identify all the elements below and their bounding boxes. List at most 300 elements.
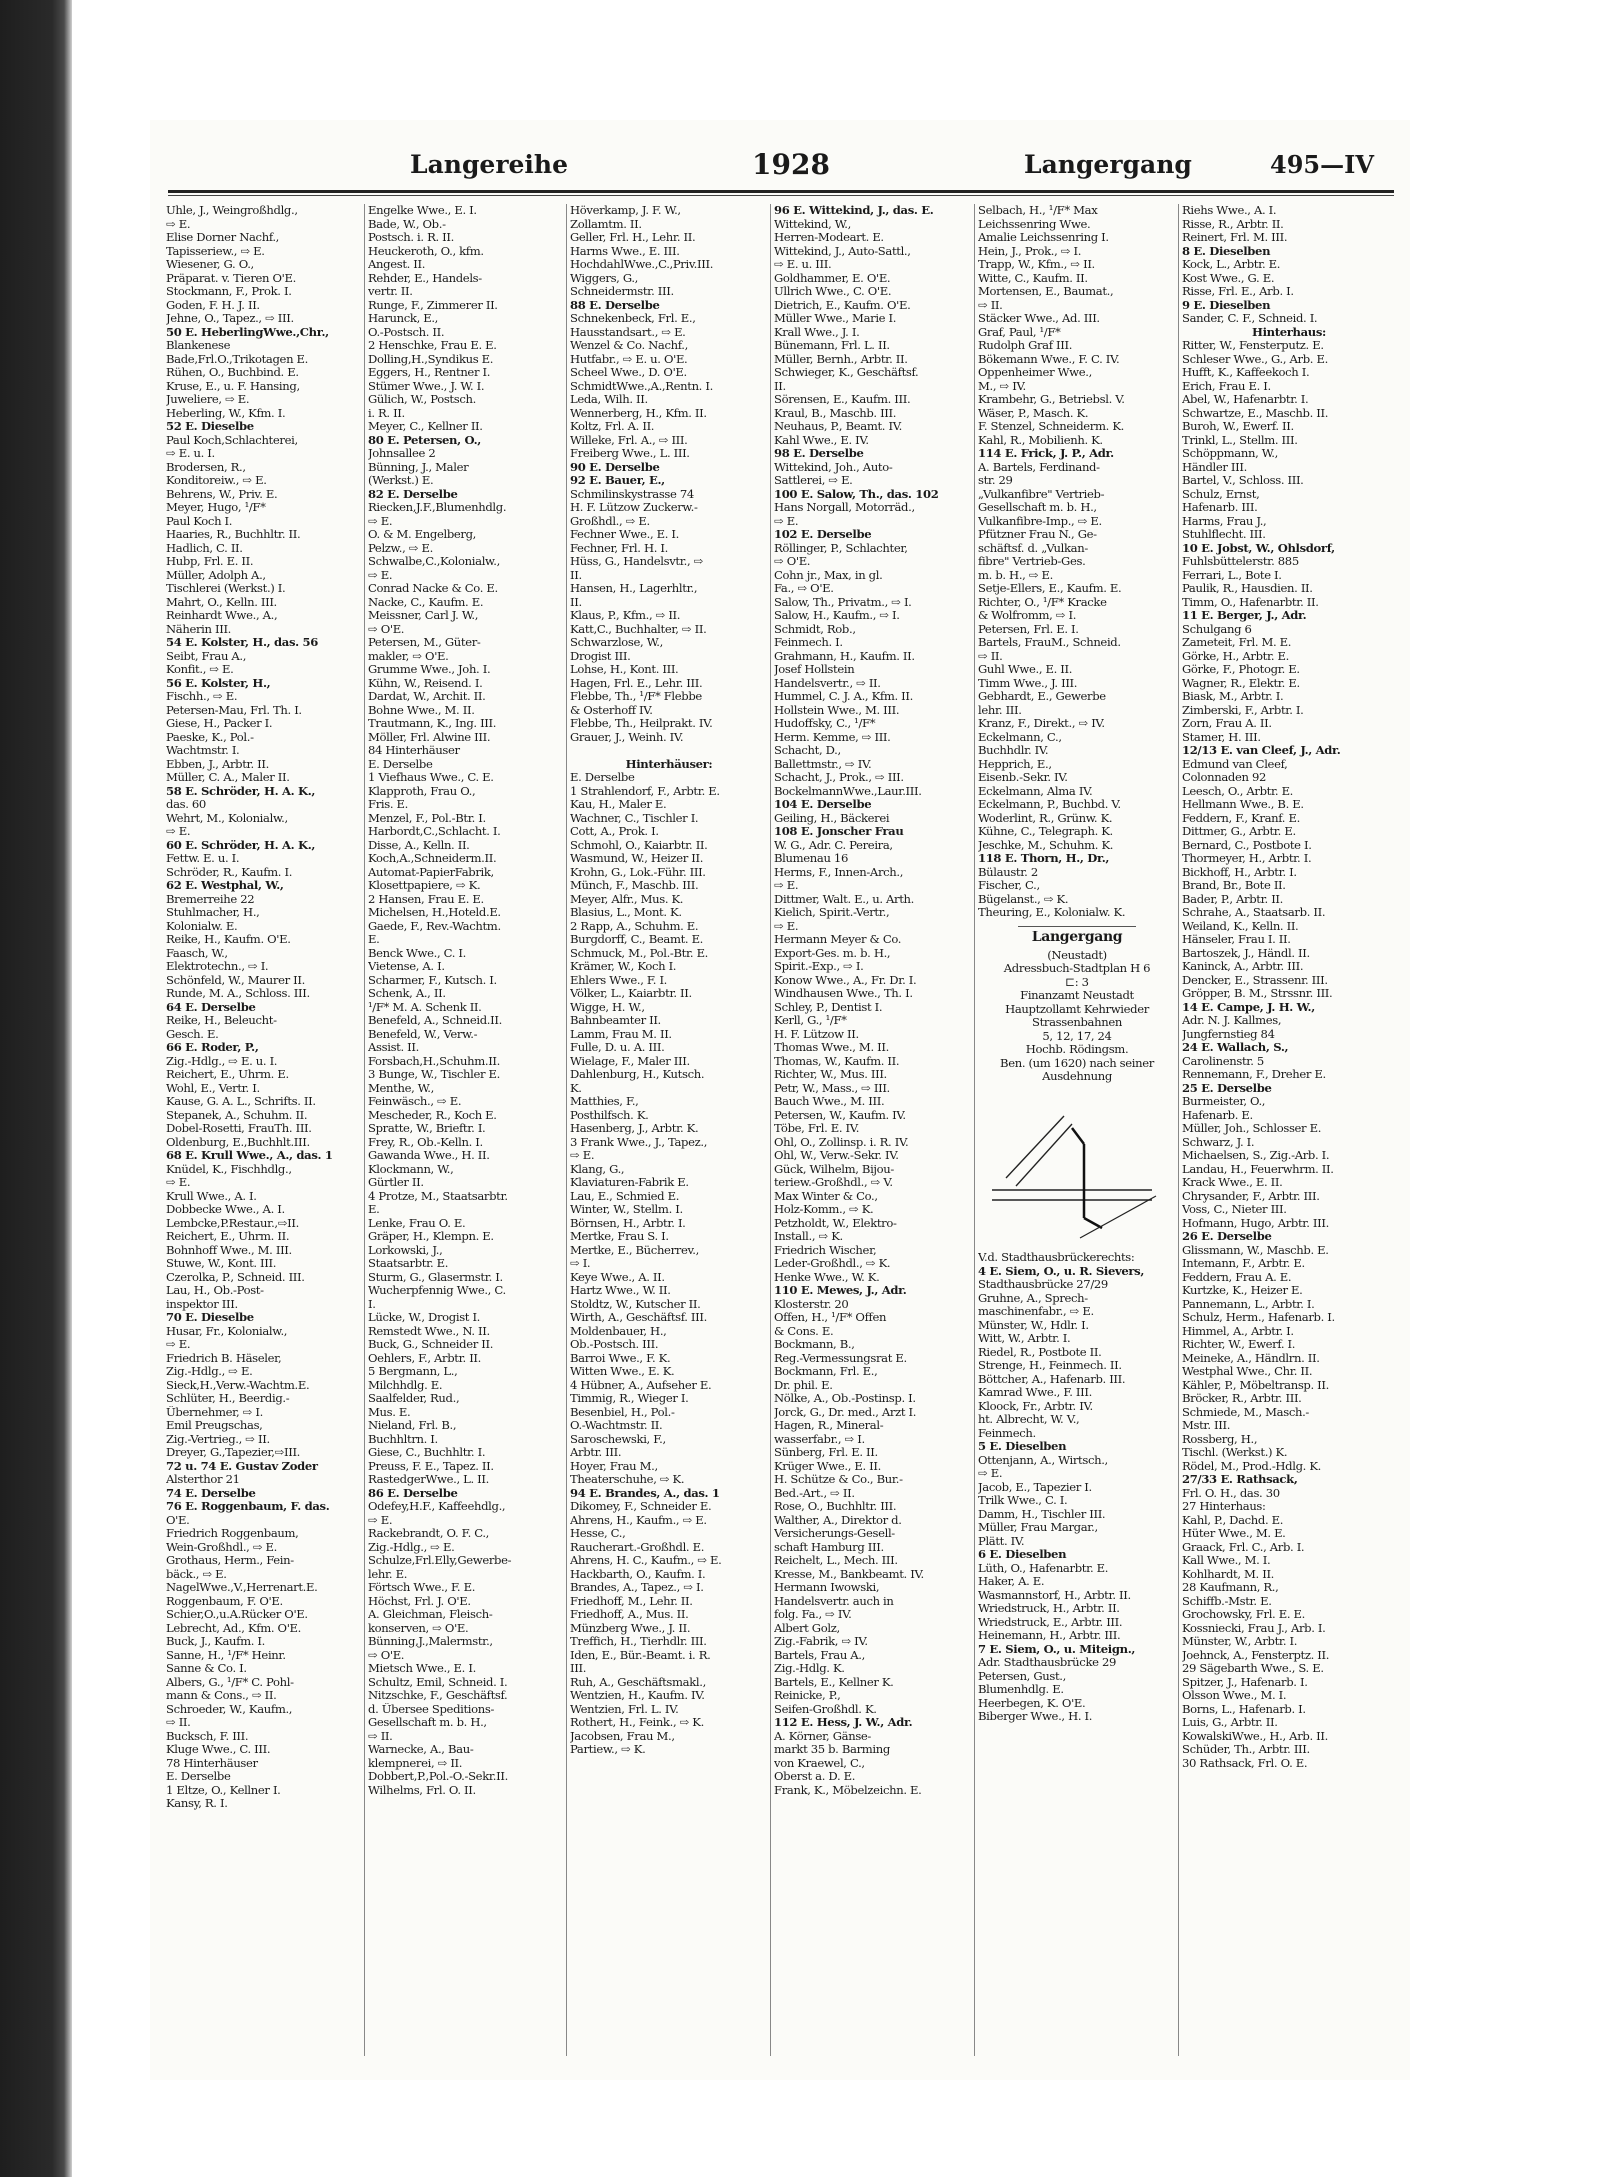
directory-line: Thomas Wwe., M. II. (774, 1041, 889, 1054)
directory-line: Fechner, Frl. H. I. (570, 541, 668, 555)
directory-line: Hasenberg, J., Arbtr. K. (570, 1122, 699, 1135)
directory-line: Nitzschke, F., Geschäftsf. (368, 1689, 508, 1702)
directory-line: Kossniecki, Frau J., Arb. I. (1182, 1621, 1326, 1635)
directory-line: A. Körner, Gänse- (774, 1729, 872, 1743)
directory-line: Krämer, W., Koch I. (570, 960, 677, 973)
directory-line: Ritter, W., Fensterputz. E. (1182, 339, 1324, 352)
directory-line: Oehlers, F., Arbtr. II. (368, 1351, 481, 1365)
directory-line: Bade,Frl.O.,Trikotagen E. (166, 352, 308, 366)
directory-line: Hubp, Frl. E. II. (166, 555, 254, 568)
directory-line: lehr. E. (368, 1567, 408, 1581)
directory-line: E. Derselbe (368, 757, 433, 771)
directory-line: Zig.-Vertrieg., ⇨ II. (166, 1432, 270, 1446)
directory-line: Rossberg, H., (1182, 1432, 1258, 1446)
header-right-street: Langergang (1024, 150, 1192, 179)
directory-line: O.-Wachtmstr. II. (570, 1419, 663, 1432)
directory-line: Erich, Frau E. I. (1182, 379, 1271, 393)
directory-line: (Werkst.) E. (368, 474, 434, 487)
directory-line: Richter, O., ¹/F* Kracke (978, 595, 1107, 609)
directory-line: Wucherpfennig Wwe., C. (368, 1284, 506, 1297)
directory-line: Witten Wwe., E. K. (570, 1365, 675, 1378)
directory-line: Adr. N. J. Kallmes, (1182, 1014, 1282, 1027)
directory-line: Meyer, Alfr., Mus. K. (570, 892, 684, 906)
directory-line: Rose, O., Buchhltr. III. (774, 1500, 897, 1513)
scan-dark-margin (0, 0, 72, 2177)
directory-line: Bockmann, B., (774, 1338, 855, 1351)
directory-line: das. 60 (166, 798, 206, 811)
directory-line: Hafenarb. III. (1182, 501, 1258, 514)
directory-line: Spratte, W., Brieftr. I. (368, 1122, 486, 1135)
directory-line: m. b. H., ⇨ E. (978, 568, 1053, 582)
directory-line: Kaninck, A., Arbtr. III. (1182, 960, 1304, 973)
directory-line: Posthilfsch. K. (570, 1108, 649, 1122)
directory-line: Schmohl, O., Kaiarbtr. II. (570, 838, 708, 852)
directory-line: Tischlerei (Werkst.) I. (166, 582, 286, 595)
directory-line: 9 E. Dieselben (1182, 298, 1271, 312)
directory-line: 100 E. Salow, Th., das. 102 (774, 487, 939, 501)
directory-line: Friedrich B. Häseler, (166, 1351, 282, 1365)
directory-line: Schöppmann, W., (1182, 447, 1278, 460)
directory-line: Uhle, J., Weingroßhdlg., (166, 204, 298, 217)
directory-line: Michaelsen, S., Zig.-Arb. I. (1182, 1149, 1330, 1162)
directory-line: Bade, W., Ob.- (368, 217, 446, 231)
directory-line: Stockmann, F., Prok. I. (166, 285, 292, 298)
directory-line: Reinicke, P., (774, 1689, 841, 1702)
directory-line: Conrad Nacke & Co. E. (368, 582, 498, 595)
directory-line: Drogist III. (570, 649, 631, 663)
directory-line: Petr, W., Mass., ⇨ III. (774, 1081, 890, 1095)
directory-line: Goden, F. H. J. II. (166, 298, 260, 312)
directory-line: Förtsch Wwe., F. E. (368, 1581, 476, 1594)
directory-line: Giese, C., Buchhltr. I. (368, 1446, 486, 1459)
directory-line: Schroeder, W., Kaufm., (166, 1702, 293, 1716)
directory-line: 66 E. Roder, P., (166, 1041, 259, 1054)
directory-line: Czerolka, P., Schneid. III. (166, 1270, 305, 1284)
directory-line: Harbordt,C.,Schlacht. I. (368, 825, 501, 838)
directory-line: Winter, W., Stellm. I. (570, 1203, 683, 1216)
directory-line: Heuckeroth, O., kfm. (368, 244, 484, 258)
directory-line: Olsson Wwe., M. I. (1182, 1689, 1287, 1702)
directory-line: Install., ⇨ K. (774, 1230, 843, 1243)
directory-line: Kau, H., Maler E. (570, 798, 667, 811)
directory-line: BockelmannWwe.,Laur.III. (774, 784, 922, 798)
directory-line: & Osterhoff IV. (570, 703, 653, 717)
directory-line: von Kraewel, C., (774, 1756, 865, 1770)
directory-line: Gesellschaft m. b. H., (368, 1716, 487, 1729)
directory-line: H. F. Lützow II. (774, 1027, 859, 1041)
directory-line: ⇨ E. u. I. (166, 447, 215, 460)
directory-line: Grumme Wwe., Joh. I. (368, 663, 491, 676)
directory-line: Bucksch, F. III. (166, 1729, 249, 1743)
directory-line: Benefeld, W., Verw.- (368, 1027, 478, 1041)
directory-line: Glissmann, W., Maschb. E. (1182, 1243, 1329, 1257)
directory-line: Koch,A.,Schneiderm.II. (368, 852, 497, 865)
directory-line: Klapproth, Frau O., (368, 784, 476, 798)
directory-line: Müller, Adolph A., (166, 568, 266, 582)
directory-line: Klaviaturen-Fabrik E. (570, 1176, 689, 1189)
directory-line: Hermann Meyer & Co. (774, 933, 902, 946)
directory-line: Keye Wwe., A. II. (570, 1270, 665, 1284)
directory-line: d. Übersee Speditions- (368, 1702, 495, 1716)
directory-line: Frl. O. H., das. 30 (1182, 1486, 1280, 1500)
directory-line: Abel, W., Hafenarbtr. I. (1182, 393, 1309, 406)
directory-line: Friedrich Roggenbaum, (166, 1527, 299, 1540)
directory-line: Klockmann, W., (368, 1162, 454, 1176)
directory-line: Bartoszek, J., Händl. II. (1182, 946, 1310, 960)
directory-line: Risse, R., Arbtr. II. (1182, 217, 1284, 231)
directory-line: Kost Wwe., G. E. (1182, 271, 1275, 285)
directory-line: Paul Koch,Schlachterei, (166, 433, 298, 447)
directory-line: Eckelmann, Alma IV. (978, 784, 1093, 798)
directory-line: Scheel Wwe., D. O'E. (570, 366, 687, 379)
directory-line: Sünberg, Frl. E. II. (774, 1446, 878, 1459)
directory-line: Petzholdt, W., Elektro- (774, 1216, 897, 1230)
directory-line: Brodersen, R., (166, 460, 246, 474)
directory-line: Schulz, Ernst, (1182, 487, 1260, 501)
directory-line: Guhl Wwe., E. II. (978, 663, 1073, 676)
directory-line: 74 E. Derselbe (166, 1486, 256, 1500)
directory-line: Zorn, Frau A. II. (1182, 717, 1272, 730)
directory-line: 114 E. Frick, J. P., Adr. (978, 447, 1114, 460)
directory-line: Fischer, C., (978, 879, 1040, 892)
directory-line: Schulgang 6 (1182, 622, 1252, 636)
directory-line: Voss, C., Nieter III. (1182, 1203, 1287, 1216)
directory-line: Näherin III. (166, 622, 232, 636)
directory-line: Milchhdlg. E. (368, 1378, 443, 1392)
directory-line: Bickhoff, H., Arbtr. I. (1182, 865, 1297, 879)
directory-line: Frey, R., Ob.-Kelln. I. (368, 1135, 483, 1149)
directory-line: Rödel, M., Prod.-Hdlg. K. (1182, 1459, 1321, 1473)
directory-line: Stamer, H. III. (1182, 730, 1261, 744)
directory-line: Kielich, Spirit.-Vertr., (774, 906, 890, 919)
directory-line: 2 Rapp, A., Schuhm. E. (570, 919, 699, 933)
directory-line: Jeschke, M., Schuhm. K. (978, 838, 1114, 852)
directory-line: Runde, M. A., Schloss. III. (166, 987, 310, 1000)
directory-line: 50 E. HeberlingWwe.,Chr., (166, 325, 329, 339)
directory-line: Eggers, H., Rentner I. (368, 366, 491, 379)
directory-line: Menzel, F., Pol.-Btr. I. (368, 811, 486, 825)
directory-line: Hauptzollamt Kehrwieder (1005, 1002, 1149, 1016)
directory-line: II. (570, 568, 582, 582)
directory-line: 4 E. Siem, O., u. R. Sievers, (978, 1264, 1145, 1278)
directory-line: Stuhlmacher, H., (166, 906, 260, 919)
directory-line: 24 E. Wallach, S., (1182, 1041, 1289, 1054)
directory-line: Blumenau 16 (774, 852, 848, 865)
directory-line: Stuwe, W., Kont. III. (166, 1257, 277, 1270)
directory-line: Mstr. III. (1182, 1419, 1231, 1432)
directory-line: RastedgerWwe., L. II. (368, 1473, 489, 1486)
directory-line: Arbtr. III. (570, 1446, 622, 1459)
directory-line: Treffich, H., Tierhdlr. III. (570, 1635, 707, 1648)
directory-line: Hagen, R., Mineral- (774, 1419, 884, 1432)
directory-line: 10 E. Jobst, W., Ohlsdorf, (1182, 541, 1335, 555)
directory-line: 11 E. Berger, J., Adr. (1182, 609, 1307, 622)
directory-line: 82 E. Derselbe (368, 487, 458, 501)
directory-line: Mertke, E., Bücherrev., (570, 1243, 699, 1257)
directory-line: Hafenarb. E. (1182, 1108, 1253, 1122)
directory-line: Eisenb.-Sekr. IV. (978, 771, 1068, 784)
directory-line: Sander, C. F., Schneid. I. (1182, 312, 1318, 325)
directory-line: Paulik, R., Hausdien. II. (1182, 582, 1313, 595)
directory-line: ⇨ E. (774, 514, 799, 528)
directory-line: Amalie Leichssenring I. (978, 231, 1109, 244)
directory-line: Görke, F., Photogr. E. (1182, 663, 1300, 676)
directory-line: Reike, H., Beleucht- (166, 1014, 277, 1027)
column-3 (570, 204, 768, 2064)
directory-line: 5 Bergmann, L., (368, 1365, 458, 1378)
directory-line: Reichert, E., Uhrm. E. (166, 1068, 289, 1081)
directory-line: Spitzer, J., Hafenarb. I. (1182, 1675, 1308, 1689)
directory-line: Moldenbauer, H., (570, 1324, 667, 1338)
directory-line: Alsterthor 21 (166, 1473, 240, 1486)
directory-line: Graack, Frl. C., Arb. I. (1182, 1540, 1305, 1554)
directory-line: Tapisseriew., ⇨ E. (166, 244, 265, 258)
directory-line: Schönfeld, W., Maurer II. (166, 973, 305, 987)
directory-line: Borns, L., Hafenarb. I. (1182, 1702, 1306, 1716)
directory-line: ¹/F* M. A. Schenk II. (368, 1000, 482, 1014)
directory-line: Luis, G., Arbtr. II. (1182, 1716, 1278, 1729)
directory-line: & Wolfromm, ⇨ I. (978, 609, 1077, 622)
directory-line: I. (368, 1297, 376, 1311)
directory-line: Bauch Wwe., M. III. (774, 1095, 885, 1108)
directory-line: Gröpper, B. M., Strssnr. III. (1182, 987, 1333, 1000)
directory-line: Bernard, C., Postbote I. (1182, 838, 1312, 852)
directory-line: Rackebrandt, O. F. C., (368, 1527, 490, 1540)
directory-line: Chrysander, F., Arbtr. III. (1182, 1189, 1320, 1203)
directory-line: Preuss, F. E., Tapez. II. (368, 1459, 494, 1473)
directory-line: Kerll, G., ¹/F* (774, 1014, 847, 1027)
directory-line: Jungfernstieg 84 (1182, 1027, 1275, 1041)
directory-line: folg. Fa., ⇨ IV. (774, 1608, 852, 1621)
directory-line: 4 Hübner, A., Aufseher E. (570, 1378, 712, 1392)
directory-line: Brand, Br., Bote II. (1182, 879, 1286, 892)
directory-line: Assist. II. (368, 1041, 419, 1054)
directory-line (570, 744, 768, 758)
directory-line: Blumenhdlg. E. (978, 1683, 1064, 1696)
directory-line: 54 E. Kolster, H., das. 56 (166, 636, 318, 649)
directory-line: Ullrich Wwe., C. O'E. (774, 285, 892, 298)
directory-line: 1 Eltze, O., Kellner I. (166, 1783, 281, 1797)
directory-line: Münster, W., Arbtr. I. (1182, 1635, 1298, 1648)
directory-line: Stäcker Wwe., Ad. III. (978, 312, 1100, 325)
directory-line: Holz-Komm., ⇨ K. (774, 1203, 874, 1216)
directory-line: Hein, J., Prok., ⇨ I. (978, 244, 1082, 258)
directory-line: Schulz, Herm., Hafenarb. I. (1182, 1311, 1335, 1324)
directory-line: Stoldtz, W., Kutscher II. (570, 1297, 701, 1311)
directory-line: Zig.-Hdlg. K. (774, 1662, 845, 1675)
directory-line: Klang, G., (570, 1162, 625, 1176)
directory-line: Hummel, C. J. A., Kfm. II. (774, 690, 913, 703)
directory-line: Schüder, Th., Arbtr. III. (1182, 1743, 1310, 1756)
directory-line: Seifen-Großhdl. K. (774, 1702, 877, 1716)
directory-line: Gück, Wilhelm, Bijou- (774, 1162, 894, 1176)
directory-line: Krack Wwe., E. II. (1182, 1176, 1283, 1189)
directory-line: Heerbegen, K. O'E. (978, 1696, 1086, 1710)
directory-line: Ruh, A., Geschäftsmakl., (570, 1675, 706, 1689)
directory-line: 28 Kaufmann, R., (1182, 1581, 1279, 1594)
directory-line: Kamrad Wwe., F. III. (978, 1386, 1092, 1399)
directory-line: ⇨ E. (166, 1338, 191, 1351)
directory-line: 1 Viefhaus Wwe., C. E. (368, 771, 494, 784)
directory-line: Finanzamt Neustadt (1020, 989, 1134, 1002)
directory-line: 78 Hinterhäuser (166, 1756, 258, 1770)
directory-line: Zollamtm. II. (570, 217, 642, 231)
directory-line: Warnecke, A., Bau- (368, 1743, 474, 1756)
directory-line: Höchst, Frl. J. O'E. (368, 1594, 471, 1608)
directory-line: Max Winter & Co., (774, 1189, 878, 1203)
directory-line: 2 Henschke, Frau E. E. (368, 339, 497, 352)
directory-line: Hinterhäuser: (625, 757, 713, 771)
directory-line: Witt, W., Arbtr. I. (978, 1332, 1071, 1345)
directory-line: Zig.-Fabrik, ⇨ IV. (774, 1635, 868, 1648)
directory-line: 62 E. Westphal, W., (166, 879, 284, 892)
directory-line: Kloock, Fr., Arbtr. IV. (978, 1399, 1093, 1413)
directory-line: Grochowsky, Frl. E. E. (1182, 1608, 1305, 1621)
directory-line: teriew.-Großhdl., ⇨ V. (774, 1176, 893, 1189)
directory-line: Biberger Wwe., H. I. (978, 1710, 1093, 1723)
directory-line: 7 E. Siem, O., u. Miteign., (978, 1642, 1136, 1656)
directory-line: H. Schütze & Co., Bur.- (774, 1473, 903, 1486)
directory-line: Giese, H., Packer I. (166, 717, 273, 730)
directory-line: Strassenbahnen (1032, 1016, 1122, 1029)
directory-line: ⇨ E. u. III. (774, 258, 832, 271)
directory-line: Bahnbeamter II. (570, 1014, 661, 1027)
directory-line: Timm, O., Hafenarbtr. II. (1182, 595, 1319, 609)
column-separator (974, 204, 975, 2056)
directory-line: ⇨ II. (368, 1729, 393, 1743)
directory-line: Zimberski, F., Arbtr. I. (1182, 703, 1304, 717)
directory-line: Rudolph Graf III. (978, 339, 1073, 352)
directory-line: Kühn, W., Reisend. I. (368, 676, 483, 690)
directory-line: inspektor III. (166, 1297, 238, 1311)
directory-line: „Vulkanfibre" Vertrieb- (978, 487, 1105, 501)
directory-line: Mertke, Frau S. I. (570, 1230, 669, 1243)
directory-line: ⇨ O'E. (368, 622, 405, 636)
directory-line: Freiberg Wwe., L. III. (570, 447, 690, 460)
header-rule-thin (168, 195, 1394, 196)
directory-line: Oberst a. D. E. (774, 1770, 856, 1783)
directory-line: Versicherungs-Gesell- (774, 1527, 895, 1540)
directory-line: Richter, W., Mus. III. (774, 1068, 887, 1081)
directory-line: Heinemann, H., Arbtr. III. (978, 1629, 1121, 1642)
directory-line: Schröder, R., Kaufm. I. (166, 865, 293, 879)
directory-line: Haaries, R., Buchhltr. II. (166, 528, 301, 541)
directory-line: Dolling,H.,Syndikus E. (368, 352, 494, 366)
directory-line: Albert Golz, (774, 1621, 840, 1635)
directory-line: Bügelanst., ⇨ K. (978, 892, 1069, 906)
directory-line: Albers, G., ¹/F* C. Pohl- (166, 1675, 294, 1689)
directory-line: Schacht, D., (774, 744, 841, 757)
directory-line: 118 E. Thorn, H., Dr., (978, 852, 1110, 865)
directory-line: Grahmann, H., Kaufm. II. (774, 649, 915, 663)
directory-line: 70 E. Dieselbe (166, 1311, 254, 1324)
directory-line: Schwarz, J. I. (1182, 1135, 1255, 1149)
directory-line: Münzberg Wwe., J. II. (570, 1621, 691, 1635)
directory-line: Hudoffsky, C., ¹/F* (774, 717, 876, 730)
directory-line: Runge, F., Zimmerer II. (368, 298, 498, 312)
directory-line: Automat-PapierFabrik, (368, 865, 494, 879)
directory-line: Gesch. E. (166, 1027, 219, 1041)
directory-line: Kluge Wwe., C. III. (166, 1743, 271, 1756)
directory-line: Hoyer, Frau M., (570, 1459, 658, 1473)
column-separator (1178, 204, 1179, 2056)
directory-line: Fettw. E. u. I. (166, 852, 240, 865)
directory-line: Adr. Stadthausbrücke 29 (978, 1656, 1117, 1669)
directory-line: 102 E. Derselbe (774, 528, 872, 541)
directory-line: Blasius, L., Mont. K. (570, 906, 682, 919)
directory-line: A. Bartels, Ferdinand- (978, 460, 1100, 474)
directory-line: Hänseler, Frau I. II. (1182, 933, 1291, 946)
directory-line: Müller, C. A., Maler II. (166, 771, 290, 784)
directory-line: Klosettpapiere, ⇨ K. (368, 879, 481, 892)
directory-line: Windhausen Wwe., Th. I. (774, 987, 913, 1000)
directory-line: & Cons. E. (774, 1324, 834, 1338)
directory-line: Reichert, E., Uhrm. II. (166, 1230, 290, 1243)
directory-line: Hufft, K., Kaffeekoch I. (1182, 366, 1310, 379)
directory-line: Partiew., ⇨ K. (570, 1743, 646, 1756)
directory-line: Dobbert,P.,Pol.-O.-Sekr.II. (368, 1770, 508, 1783)
directory-line: ht. Albrecht, W. V., (978, 1413, 1080, 1426)
directory-line: Bed.-Art., ⇨ II. (774, 1486, 855, 1500)
directory-line: Leesch, O., Arbtr. E. (1182, 784, 1294, 798)
directory-line: Bohnhoff Wwe., M. III. (166, 1243, 292, 1257)
directory-line: Wiggers, G., (570, 271, 639, 285)
directory-line: 4 Protze, M., Staatsarbtr. (368, 1189, 508, 1203)
directory-line: Himmel, A., Arbtr. I. (1182, 1324, 1294, 1338)
directory-line: Juweliere, ⇨ E. (166, 393, 250, 406)
directory-line: ⇨ E. (570, 1149, 595, 1162)
directory-line: Rothert, H., Feink., ⇨ K. (570, 1716, 704, 1729)
directory-line: Zig.-Hdlg., ⇨ E. (166, 1365, 253, 1378)
directory-line: Matthies, F., (570, 1095, 639, 1108)
directory-line: Herm. Kemme, ⇨ III. (774, 730, 891, 744)
directory-line: Leichssenring Wwe. (978, 217, 1091, 231)
directory-line: Leda, Wilh. II. (570, 393, 648, 406)
directory-line: Töbe, Frl. E. IV. (774, 1122, 860, 1135)
directory-line: Scharmer, F., Kutsch. I. (368, 973, 497, 987)
directory-line: Dittmer, G., Arbtr. E. (1182, 825, 1296, 838)
header-year: 1928 (752, 148, 830, 181)
directory-line: Wittekind, J., Auto-Sattl., (774, 244, 911, 258)
directory-line: Herms, F., Innen-Arch., (774, 865, 904, 879)
directory-line: ⇨ E. (368, 1513, 393, 1527)
directory-line: ⇨ E. (774, 919, 799, 933)
directory-line: Görke, H., Arbtr. E. (1182, 649, 1289, 663)
directory-line: Kurtzke, K., Heizer E. (1182, 1284, 1303, 1297)
directory-line: Oppenheimer Wwe., (978, 366, 1092, 379)
directory-line: Goldhammer, E. O'E. (774, 271, 891, 285)
directory-line: Strenge, H., Feinmech. II. (978, 1359, 1122, 1372)
directory-line: Ehlers Wwe., F. I. (570, 973, 668, 987)
directory-line: Mahrt, O., Kelln. III. (166, 595, 277, 609)
directory-line: Hollstein Wwe., M. III. (774, 703, 900, 717)
directory-line: Klaus, P., Kfm., ⇨ II. (570, 609, 681, 622)
directory-line: Buchhltrn. I. (368, 1432, 438, 1446)
directory-line: Dikomey, F., Schneider E. (570, 1500, 712, 1513)
directory-line: ⇨ II. (978, 649, 1003, 663)
directory-line: Wigge, H. W., (570, 1000, 645, 1014)
directory-line: Carolinenstr. 5 (1182, 1054, 1264, 1068)
directory-line: Grothaus, Herm., Fein- (166, 1554, 294, 1567)
directory-line: Petersen, Frl. E. I. (978, 622, 1079, 636)
directory-line: Wirth, A., Geschäftsf. III. (570, 1311, 707, 1324)
directory-line: III. (570, 1662, 587, 1675)
directory-page (150, 120, 1410, 2080)
directory-line: Mus. E. (368, 1405, 411, 1419)
directory-line: 14 E. Campe, J. H. W., (1182, 1000, 1315, 1014)
directory-line: 94 E. Brandes, A., das. 1 (570, 1486, 720, 1500)
directory-line: Bünning,J.,Malermstr., (368, 1635, 493, 1648)
